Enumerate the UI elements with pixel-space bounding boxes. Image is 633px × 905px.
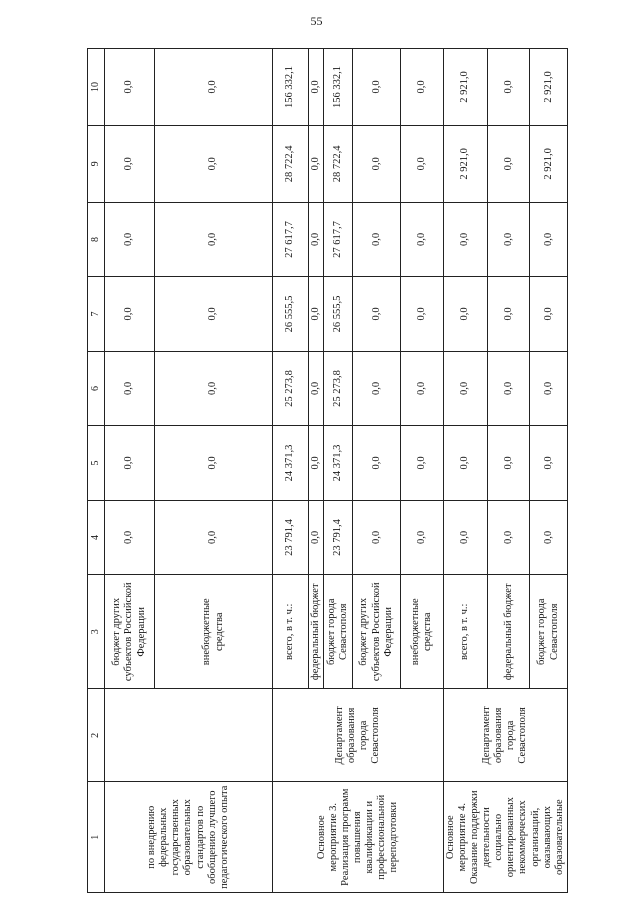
- funding-source: бюджет других субъектов Российской Федерации: [105, 575, 155, 689]
- value-cell: 0,0: [401, 426, 444, 501]
- value-cell: 0,0: [105, 202, 155, 277]
- value-cell: 23 791,4: [273, 500, 309, 575]
- value-cell: 26 555,5: [324, 277, 353, 352]
- value-cell: 0,0: [530, 426, 567, 501]
- column-header: 10: [88, 49, 105, 126]
- value-cell: 0,0: [309, 202, 324, 277]
- value-cell: 0,0: [353, 426, 401, 501]
- value-cell: 0,0: [105, 277, 155, 352]
- activity-description: Основное мероприятие 4. Оказание поддержки деятельности социально ориентированных некоммерческих организаций, оказывающих образовательные: [444, 782, 568, 893]
- column-header: 3: [88, 575, 105, 689]
- value-cell: 0,0: [309, 500, 324, 575]
- funding-source: внебюджетные средства: [155, 575, 273, 689]
- value-cell: 0,0: [155, 500, 273, 575]
- value-cell: 0,0: [401, 125, 444, 202]
- activity-description: по внедрению федеральных государственных образовательных стандартов по обобщению лучшего педагогического опыта: [105, 782, 273, 893]
- value-cell: 23 791,4: [324, 500, 353, 575]
- funding-source: всего, в т. ч.:: [273, 575, 309, 689]
- value-cell: 0,0: [487, 277, 530, 352]
- value-cell: 2 921,0: [444, 49, 488, 126]
- funding-table: [87, 48, 568, 893]
- funding-source: бюджет города Севастополя: [324, 575, 353, 689]
- value-cell: 0,0: [444, 351, 488, 426]
- column-header: 6: [88, 351, 105, 426]
- column-header: 9: [88, 125, 105, 202]
- funding-source: бюджет других субъектов Российской Федерации: [353, 575, 401, 689]
- value-cell: 0,0: [530, 351, 567, 426]
- value-cell: 0,0: [530, 202, 567, 277]
- value-cell: 0,0: [444, 426, 488, 501]
- funding-source: внебюджетные средства: [401, 575, 444, 689]
- value-cell: 0,0: [105, 49, 155, 126]
- value-cell: 0,0: [401, 202, 444, 277]
- column-header: 7: [88, 277, 105, 352]
- value-cell: 2 921,0: [444, 125, 488, 202]
- value-cell: 0,0: [401, 277, 444, 352]
- table-row: [105, 49, 155, 893]
- value-cell: 24 371,3: [273, 426, 309, 501]
- column-header: 1: [88, 782, 105, 893]
- column-header: 4: [88, 500, 105, 575]
- value-cell: 156 332,1: [324, 49, 353, 126]
- value-cell: 0,0: [155, 426, 273, 501]
- value-cell: 26 555,5: [273, 277, 309, 352]
- executor-cell: Департамент образования города Севастополя: [444, 689, 568, 782]
- column-header: 8: [88, 202, 105, 277]
- value-cell: 0,0: [401, 351, 444, 426]
- value-cell: 0,0: [155, 351, 273, 426]
- value-cell: 0,0: [487, 426, 530, 501]
- value-cell: 0,0: [309, 426, 324, 501]
- column-header: 5: [88, 426, 105, 501]
- funding-source: бюджет города Севастополя: [530, 575, 567, 689]
- funding-source: всего, в т. ч.:: [444, 575, 488, 689]
- value-cell: 0,0: [353, 351, 401, 426]
- value-cell: 0,0: [444, 500, 488, 575]
- value-cell: 0,0: [401, 500, 444, 575]
- value-cell: 156 332,1: [273, 49, 309, 126]
- activity-description: Основное мероприятие 3. Реализация программ повышения квалификации и профессиональной переподготовки: [273, 782, 444, 893]
- value-cell: 0,0: [353, 202, 401, 277]
- value-cell: 0,0: [155, 49, 273, 126]
- funding-source: федеральный бюджет: [309, 575, 324, 689]
- column-header: 2: [88, 689, 105, 782]
- table-row: [273, 49, 309, 893]
- value-cell: 0,0: [444, 202, 488, 277]
- value-cell: 0,0: [309, 351, 324, 426]
- value-cell: 2 921,0: [530, 49, 567, 126]
- value-cell: 2 921,0: [530, 125, 567, 202]
- page-number: 55: [310, 14, 323, 28]
- executor-cell: Департамент образования города Севастополя: [273, 689, 444, 782]
- value-cell: 25 273,8: [324, 351, 353, 426]
- value-cell: 0,0: [530, 500, 567, 575]
- value-cell: 0,0: [155, 277, 273, 352]
- value-cell: 0,0: [487, 351, 530, 426]
- value-cell: 0,0: [105, 500, 155, 575]
- value-cell: 0,0: [309, 277, 324, 352]
- value-cell: 27 617,7: [324, 202, 353, 277]
- value-cell: 28 722,4: [273, 125, 309, 202]
- value-cell: 27 617,7: [273, 202, 309, 277]
- value-cell: 0,0: [487, 202, 530, 277]
- table-row: [444, 49, 488, 893]
- value-cell: 24 371,3: [324, 426, 353, 501]
- value-cell: 0,0: [309, 49, 324, 126]
- value-cell: 25 273,8: [273, 351, 309, 426]
- value-cell: 0,0: [530, 277, 567, 352]
- table-body: [105, 49, 568, 893]
- value-cell: 0,0: [309, 125, 324, 202]
- value-cell: 0,0: [105, 125, 155, 202]
- column-number-row: [88, 49, 105, 893]
- funding-source: федеральный бюджет: [487, 575, 530, 689]
- value-cell: 0,0: [353, 49, 401, 126]
- executor-cell: [105, 689, 273, 782]
- value-cell: 0,0: [353, 277, 401, 352]
- value-cell: 0,0: [487, 500, 530, 575]
- value-cell: 0,0: [155, 202, 273, 277]
- value-cell: 0,0: [487, 49, 530, 126]
- value-cell: 28 722,4: [324, 125, 353, 202]
- value-cell: 0,0: [487, 125, 530, 202]
- value-cell: 0,0: [401, 49, 444, 126]
- value-cell: 0,0: [155, 125, 273, 202]
- value-cell: 0,0: [105, 426, 155, 501]
- value-cell: 0,0: [353, 500, 401, 575]
- rotated-table-container: [87, 48, 565, 893]
- value-cell: 0,0: [353, 125, 401, 202]
- value-cell: 0,0: [444, 277, 488, 352]
- value-cell: 0,0: [105, 351, 155, 426]
